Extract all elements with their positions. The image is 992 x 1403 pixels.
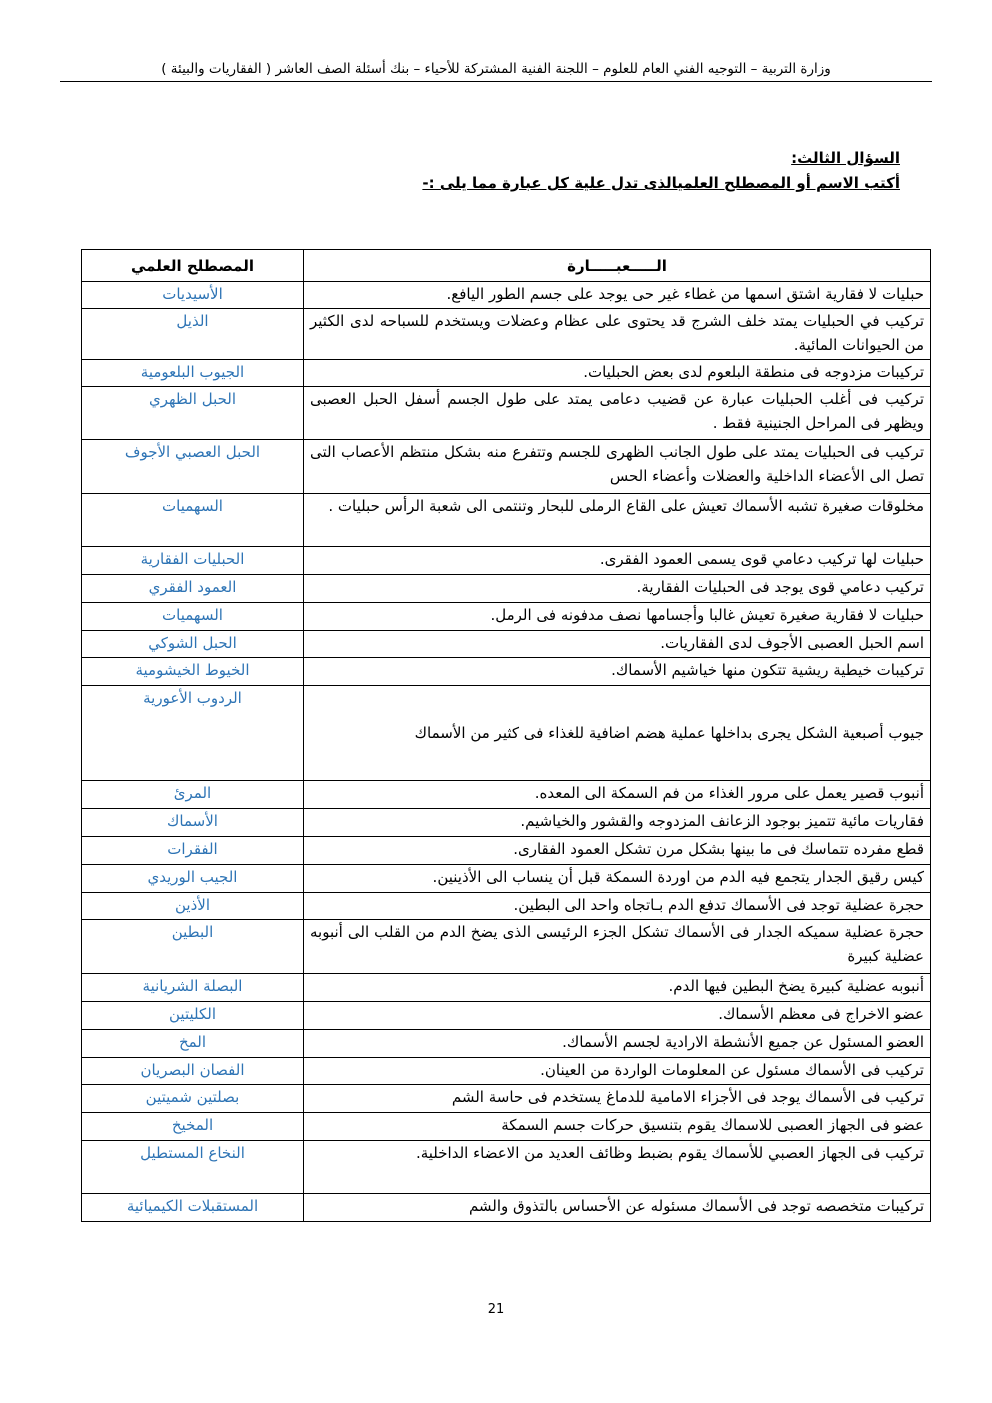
table-row — [82, 1085, 931, 1113]
table-row — [82, 781, 931, 809]
term-cell: السهميات — [82, 603, 304, 631]
table-row — [82, 309, 931, 360]
question-title: السؤال الثالث: — [791, 149, 900, 167]
table-row — [82, 1002, 931, 1030]
statement-cell: تركيب فى الحبليات يمتد على طول الجانب الظهرى للجسم وتتفرع منه بشكل منتظم الأعصاب التى تصل الى الأعضاء الداخلية والعضلات وأعضاء الحس — [304, 440, 931, 494]
statement-cell: تركيب دعامي قوى يوجد فى الحبليات الفقارية. — [304, 575, 931, 603]
table-row — [82, 1141, 931, 1194]
statement-cell: حبليات لا فقارية اشتق اسمها من غطاء غير حى يوجد على جسم الطور اليافع. — [304, 282, 931, 309]
terms-table — [81, 249, 931, 1222]
statement-cell: حجرة عضلية توجد فى الأسماك تدفع الدم بـاتجاه واحد الى البطين. — [304, 893, 931, 920]
term-cell: الحبليات الفقارية — [82, 547, 304, 575]
statement-cell: كيس رقيق الجدار يتجمع فيه الدم من اوردة السمكة قبل أن ينساب الى الأذينين. — [304, 865, 931, 893]
statement-cell: حجرة عضلية سميكه الجدار فى الأسماك تشكل الجزء الرئيسى الذى يضخ الدم من القلب الى أنبوبه عضلية كبيرة — [304, 920, 931, 974]
statement-cell: تركيب في الحبليات يمتد خلف الشرج قد يحتوى على عظام وعضلات ويستخدم للسباحه لدى الكثير من الحيوانات المائية. — [304, 309, 931, 360]
header-statement: الـــــعبـــــارة — [304, 250, 931, 282]
table-row — [82, 575, 931, 603]
term-cell: الأسماك — [82, 809, 304, 837]
term-cell: الردوب الأعورية — [82, 686, 304, 781]
table-row — [82, 837, 931, 865]
term-cell: الفصان البصريان — [82, 1058, 304, 1085]
table-row — [82, 603, 931, 631]
statement-cell: جيوب أصبعية الشكل يجرى بداخلها عملية هضم اضافية للغذاء فى كثير من الأسماك — [304, 686, 931, 781]
term-cell: النخاع المستطيل — [82, 1141, 304, 1194]
statement-cell: عضو فى الجهاز العصبى للاسماك يقوم بتنسيق حركات جسم السمكة — [304, 1113, 931, 1141]
statement-cell: أنبوب قصير يعمل على مرور الغذاء من فم السمكة الى المعده. — [304, 781, 931, 809]
statement-cell: قطع مفرده تتماسك فى ما بينها بشكل مرن تشكل العمود الفقارى. — [304, 837, 931, 865]
statement-cell: تركيبات متخصصه توجد فى الأسماك مسئوله عن الأحساس بالتذوق والشم — [304, 1194, 931, 1222]
page-number: 21 — [487, 1302, 505, 1317]
term-cell: الحبل الظهري — [82, 387, 304, 440]
term-cell: البصلة الشريانية — [82, 974, 304, 1002]
term-cell: الجيب الوريدي — [82, 865, 304, 893]
term-cell: الفقرات — [82, 837, 304, 865]
table-row — [82, 1113, 931, 1141]
table-row — [82, 547, 931, 575]
table-row — [82, 387, 931, 440]
term-cell: الأسيديات — [82, 282, 304, 309]
term-cell: المستقبلات الكيميائية — [82, 1194, 304, 1222]
term-cell: الكليتين — [82, 1002, 304, 1030]
table-row — [82, 1194, 931, 1222]
term-cell: الذيل — [82, 309, 304, 360]
table-row — [82, 631, 931, 658]
term-cell: البطين — [82, 920, 304, 974]
statement-cell: أنبوبه عضلية كبيرة يضخ البطين فيها الدم. — [304, 974, 931, 1002]
term-cell: الحبل الشوكي — [82, 631, 304, 658]
header-term: المصطلح العلمي — [82, 250, 304, 282]
statement-cell: تركيب فى الأسماك مسئول عن المعلومات الواردة من العينان. — [304, 1058, 931, 1085]
question-instruction: أكتب الاسم أو المصطلح العلميالذى تدل علية كل عبارة مما يلى :- — [422, 174, 900, 192]
statement-cell: مخلوقات صغيرة تشبه الأسماك تعيش على القاع الرملى للبحار وتنتمى الى شعبة الرأس حبليات . — [304, 494, 931, 547]
statement-cell: تركيب فى أغلب الحبليات عبارة عن قضيب دعامى يمتد على طول الجسم أسفل الحبل العصبى ويظهر فى المراحل الجنينية فقط . — [304, 387, 931, 440]
statement-cell: حبليات لا فقارية صغيرة تعيش غالبا وأجسامها نصف مدفونه فى الرمل. — [304, 603, 931, 631]
term-cell: الحبل العصبي الأجوف — [82, 440, 304, 494]
table-row — [82, 865, 931, 893]
term-cell: بصلتين شميتين — [82, 1085, 304, 1113]
statement-cell: تركيب فى الأسماك يوجد فى الأجزاء الامامية للدماغ يستخدم فى حاسة الشم — [304, 1085, 931, 1113]
statement-cell: عضو الاخراج فى معظم الأسماك. — [304, 1002, 931, 1030]
term-cell: الجيوب البلعومية — [82, 360, 304, 387]
term-cell: الخيوط الخيشومية — [82, 658, 304, 686]
table-header-row — [82, 250, 931, 282]
term-cell: المرئ — [82, 781, 304, 809]
table-row — [82, 440, 931, 494]
table-row — [82, 1058, 931, 1085]
statement-cell: العضو المسئول عن جميع الأنشطة الارادية لجسم الأسماك. — [304, 1030, 931, 1058]
table-row — [82, 893, 931, 920]
term-cell: المخيخ — [82, 1113, 304, 1141]
term-cell: السهميات — [82, 494, 304, 547]
table-row — [82, 974, 931, 1002]
table-row — [82, 1030, 931, 1058]
statement-cell: تركيبات خيطية ريشية تتكون منها خياشيم الأسماك. — [304, 658, 931, 686]
statement-cell: فقاريات مائية تتميز بوجود الزعانف المزدوجه والقشور والخياشيم. — [304, 809, 931, 837]
term-cell: المخ — [82, 1030, 304, 1058]
statement-cell: تركيب فى الجهاز العصبي للأسماك يقوم بضبط وظائف العديد من الاعضاء الداخلية. — [304, 1141, 931, 1194]
page-header: وزارة التربية – التوجيه الفني العام للعلوم – اللجنة الفنية المشتركة للأحياء – بنك أسئلة الصف العاشر ( الفقاريات والبيئة ) — [60, 58, 932, 80]
table-row — [82, 494, 931, 547]
term-cell: العمود الفقري — [82, 575, 304, 603]
table-row — [82, 658, 931, 686]
statement-cell: اسم الحبل العصبى الأجوف لدى الفقاريات. — [304, 631, 931, 658]
table-row — [82, 920, 931, 974]
table-row — [82, 809, 931, 837]
table-row — [82, 686, 931, 781]
statement-cell: تركيبات مزدوجه فى منطقة البلعوم لدى بعض الحبليات. — [304, 360, 931, 387]
table-row — [82, 360, 931, 387]
statement-cell: حبليات لها تركيب دعامي قوى يسمى العمود الفقرى. — [304, 547, 931, 575]
term-cell: الأذين — [82, 893, 304, 920]
table-row — [82, 282, 931, 309]
